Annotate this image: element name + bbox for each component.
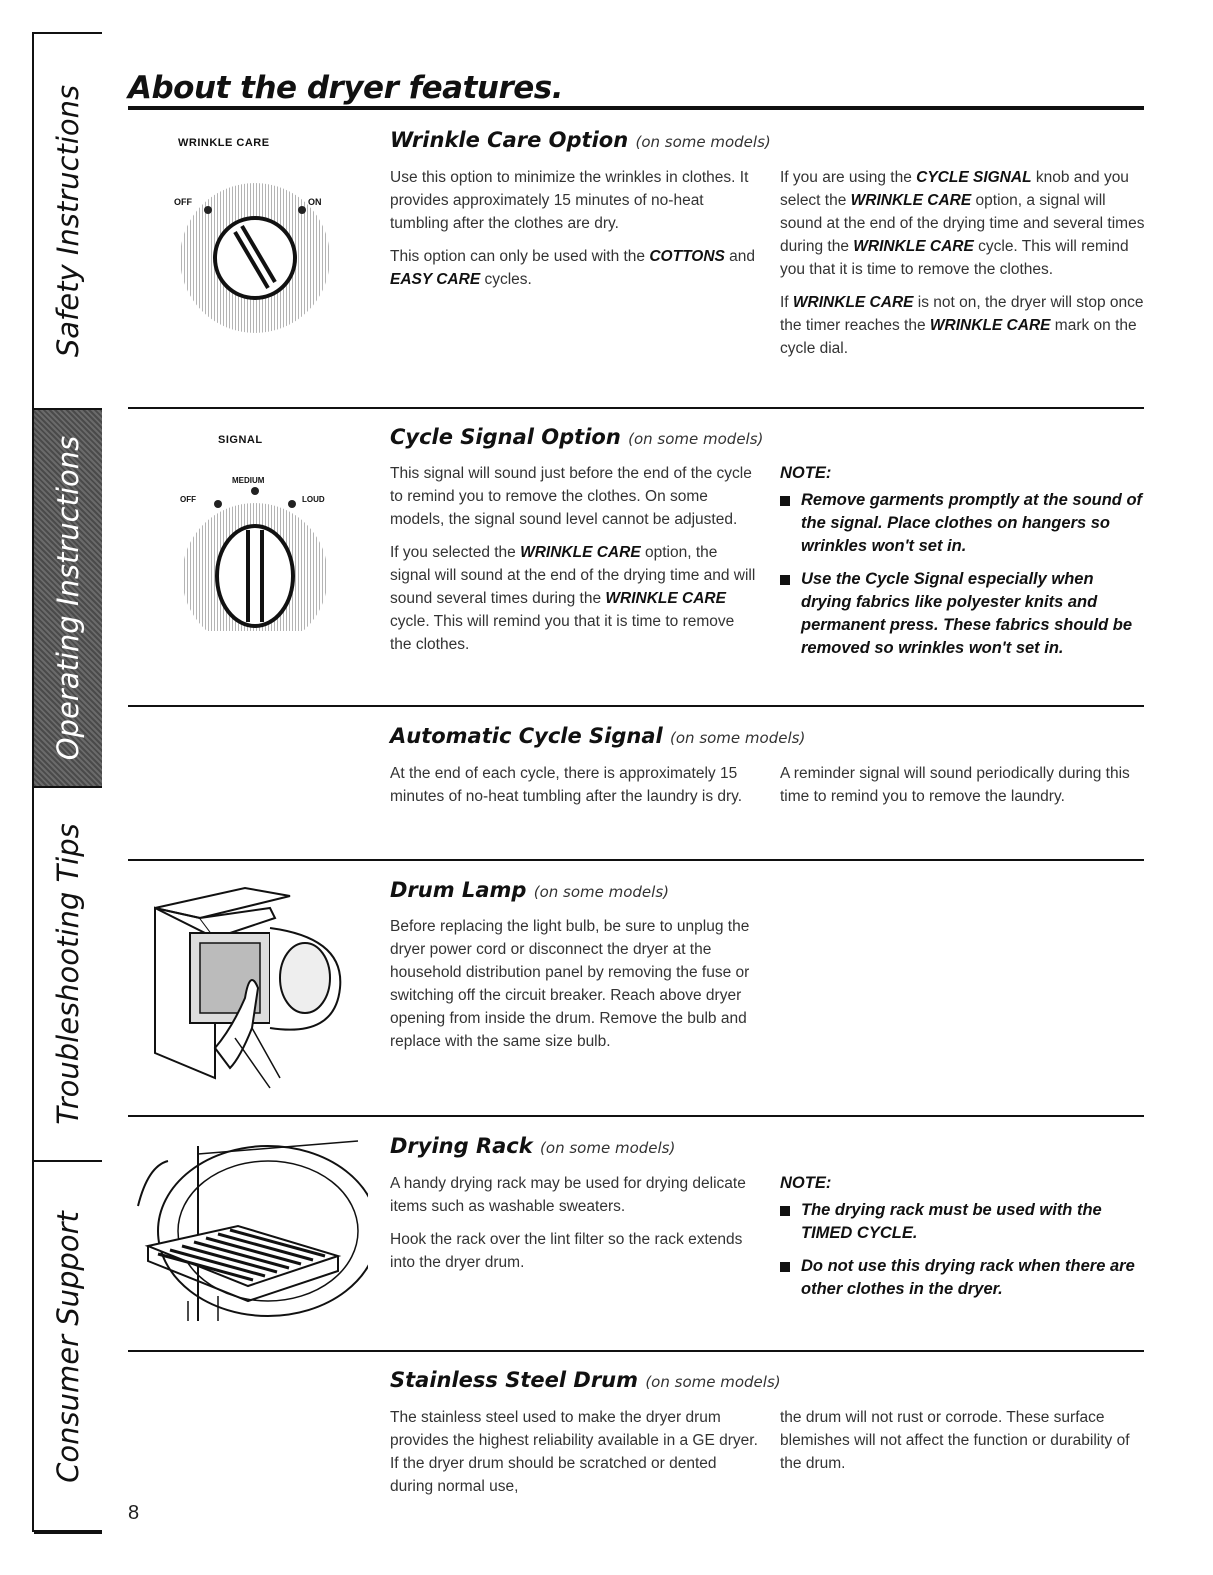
section-note: (on some models) (635, 133, 771, 151)
cycle-signal-heading (390, 425, 763, 449)
wrinkle-care-col1 (390, 166, 760, 301)
note-heading: NOTE: (780, 464, 832, 482)
paragraph: A handy drying rack may be used for drying delicate items such as washable sweaters. (390, 1175, 746, 1215)
note-bullet: The drying rack must be used with the TIMED CYCLE. (780, 1199, 1145, 1245)
section-title: Drum Lamp (390, 878, 527, 902)
wrinkle-care-knob-label: WRINKLE CARE (178, 137, 270, 149)
section-title: Wrinkle Care Option (390, 128, 629, 152)
tab-label: Consumer Support (51, 1211, 85, 1483)
paragraph: A reminder signal will sound periodically during this time to remind you to remove the laundry. (780, 765, 1130, 805)
drying-rack-heading (390, 1134, 675, 1158)
page-number: 8 (128, 1502, 140, 1524)
signal-knob-label: SIGNAL (218, 434, 263, 446)
drum-lamp-col1 (390, 915, 760, 1063)
note-bullet: Use the Cycle Signal especially when drying fabrics like polyester knits and permanent press. These fabrics should be removed so wrinkles won't set in. (780, 568, 1145, 660)
paragraph: Hook the rack over the lint filter so the rack extends into the dryer drum. (390, 1231, 743, 1271)
knob-on-text: ON (308, 197, 322, 207)
tab-consumer-support[interactable] (34, 1162, 102, 1534)
note-heading: NOTE: (780, 1174, 832, 1192)
bullet-square-icon (780, 1262, 790, 1272)
stainless-steel-drum-heading (390, 1368, 781, 1392)
knob-off-text: OFF (180, 495, 196, 504)
section-note: (on some models) (670, 729, 806, 747)
section-divider (128, 705, 1144, 707)
title-divider (128, 106, 1144, 110)
bullet-square-icon (780, 575, 790, 585)
tab-label: Troubleshooting Tips (51, 823, 85, 1125)
cycle-signal-col2 (780, 462, 1145, 670)
cycle-signal-knob-icon[interactable] (160, 456, 350, 631)
dryer-drum-lamp-illustration-icon (140, 878, 355, 1093)
automatic-cycle-signal-col2 (780, 762, 1145, 818)
tab-troubleshooting-tips[interactable] (34, 788, 102, 1162)
section-title: Drying Rack (390, 1134, 533, 1158)
drying-rack-col2 (780, 1172, 1145, 1311)
paragraph: Use this option to minimize the wrinkles in clothes. It provides approximately 15 minutes of no-heat tumbling after the clothes are dry. (390, 169, 749, 232)
section-divider (128, 1350, 1144, 1352)
note-bullet: Do not use this drying rack when there are other clothes in the dryer. (780, 1255, 1145, 1301)
knob-off-text: OFF (174, 197, 192, 207)
section-title: Stainless Steel Drum (390, 1368, 639, 1392)
wrinkle-care-heading (390, 128, 771, 152)
paragraph: If you are using the CYCLE SIGNAL knob and you select the WRINKLE CARE option, a signal will sound at the end of the drying time and several times during the WRINKLE CARE cycle. This will remind you that it is time to remove the clothes. (780, 169, 1145, 278)
paragraph: This option can only be used with the COTTONS and EASY CARE cycles. (390, 248, 756, 288)
section-divider (128, 407, 1144, 409)
knob-loud-text: LOUD (302, 495, 325, 504)
section-title: Automatic Cycle Signal (390, 724, 663, 748)
cycle-signal-col1 (390, 462, 760, 666)
section-tabs (32, 32, 102, 1532)
section-note: (on some models) (645, 1373, 781, 1391)
paragraph: Before replacing the light bulb, be sure to unplug the dryer power cord or disconnect the dryer at the household distribution panel by removing the fuse or switching off the circuit breaker. Reach above dryer opening from inside the drum. Remove the bulb and replace with the same size bulb. (390, 918, 750, 1050)
section-title: Cycle Signal Option (390, 425, 621, 449)
drying-rack-illustration-icon (128, 1136, 368, 1326)
tab-label: Safety Instructions (51, 84, 85, 358)
bullet-square-icon (780, 1206, 790, 1216)
paragraph: the drum will not rust or corrode. These surface blemishes will not affect the function or durability of the drum. (780, 1409, 1130, 1472)
automatic-cycle-signal-heading (390, 724, 805, 748)
section-note: (on some models) (628, 430, 764, 448)
paragraph: If WRINKLE CARE is not on, the dryer will stop once the timer reaches the WRINKLE CARE mark on the cycle dial. (780, 294, 1144, 357)
paragraph: At the end of each cycle, there is approximately 15 minutes of no-heat tumbling after the laundry is dry. (390, 765, 743, 805)
section-note: (on some models) (533, 883, 669, 901)
wrinkle-care-col2 (780, 166, 1145, 370)
drying-rack-col1 (390, 1172, 760, 1284)
note-bullet: Remove garments promptly at the sound of the signal. Place clothes on hangers so wrinkles won't set in. (780, 489, 1145, 558)
tab-operating-instructions[interactable] (34, 410, 102, 788)
bullet-square-icon (780, 496, 790, 506)
stainless-steel-drum-col1 (390, 1406, 760, 1508)
drum-lamp-heading (390, 878, 669, 902)
tab-label: Operating Instructions (51, 435, 85, 761)
section-divider (128, 859, 1144, 861)
automatic-cycle-signal-col1 (390, 762, 760, 818)
page-title: About the dryer features. (128, 70, 564, 106)
knob-medium-text: MEDIUM (232, 476, 265, 485)
stainless-steel-drum-col2 (780, 1406, 1145, 1485)
paragraph: The stainless steel used to make the dryer drum provides the highest reliability available in a GE dryer. If the dryer drum should be scratched or dented during normal use, (390, 1409, 758, 1495)
section-note: (on some models) (540, 1139, 676, 1157)
paragraph: This signal will sound just before the end of the cycle to remind you to remove the clothes. On some models, the signal sound level cannot be adjusted. (390, 465, 752, 528)
wrinkle-care-knob-icon[interactable] (160, 158, 350, 338)
tab-safety-instructions[interactable] (34, 34, 102, 410)
paragraph: If you selected the WRINKLE CARE option, the signal will sound at the end of the drying time and will sound several times during the WRINKLE CARE cycle. This will remind you that it is time to remove the clothes. (390, 544, 756, 653)
section-divider (128, 1115, 1144, 1117)
